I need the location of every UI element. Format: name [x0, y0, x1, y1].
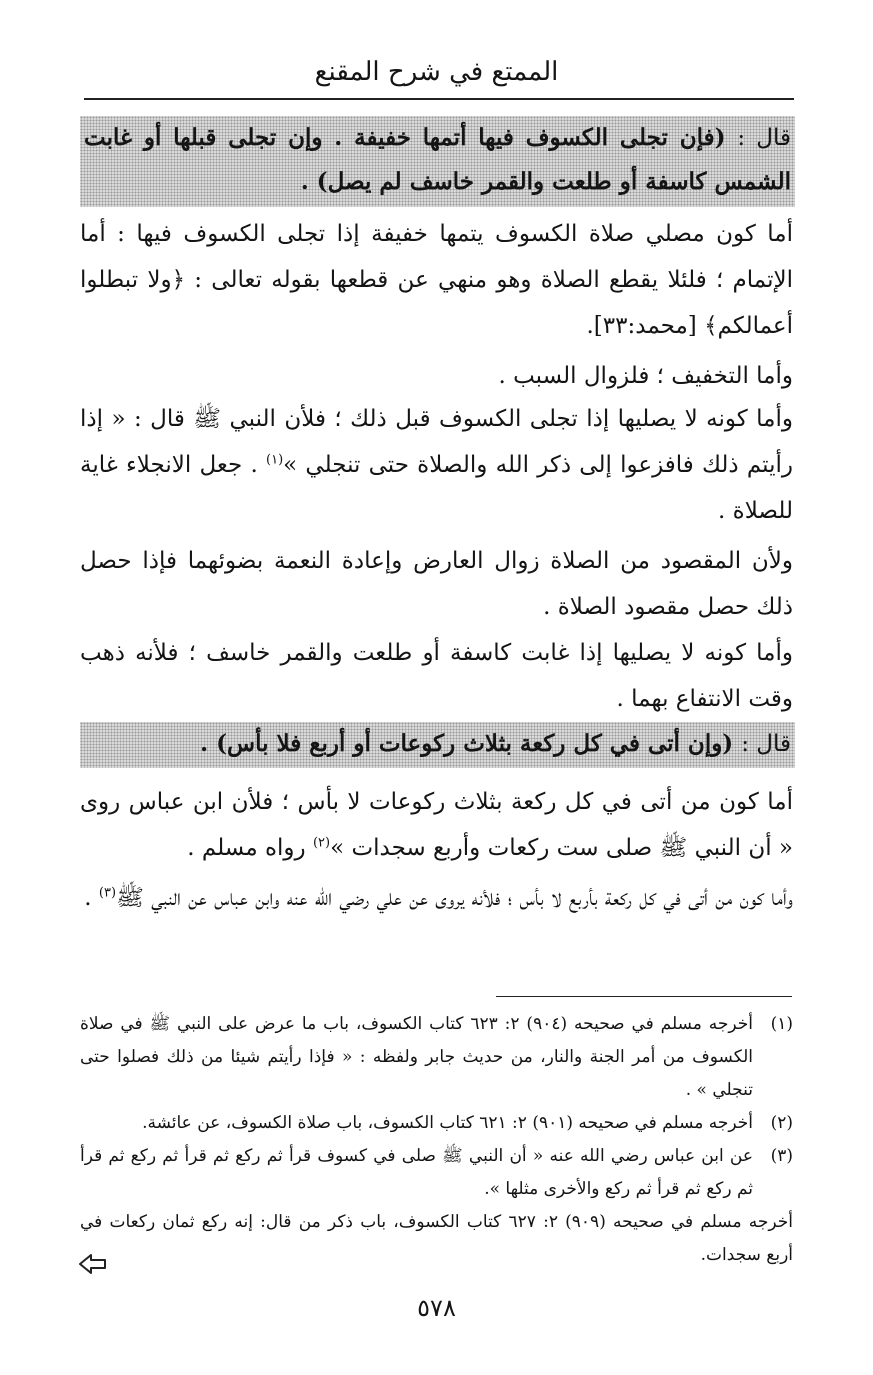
- paragraph-text: وأما كون من أتى في كل ركعة بأربع لا بأس ؛ فلأنه يروى عن علي رضي الله عنه وابن عباس عن النبي ﷺ: [116, 885, 793, 911]
- paragraph: [80, 779, 793, 871]
- matn-quote-1: [80, 116, 795, 207]
- quote-text: (فإن تجلى الكسوف فيها أتمها خفيفة . وإن تجلى قبلها أو غابت الشمس كاسفة أو طلعت والقمر خاسف لم يصل) .: [84, 124, 791, 195]
- paragraph: [80, 875, 793, 921]
- quote-label: قال :: [741, 731, 791, 757]
- arrow-left-icon[interactable]: [78, 1252, 108, 1276]
- footnote-number: (٣): [770, 1146, 793, 1166]
- paragraph: ولأن المقصود من الصلاة زوال العارض وإعادة النعمة بضوئهما فإذا حصل ذلك حصل مقصود الصلاة .: [80, 548, 793, 620]
- quote-text: (وإن أتى في كل ركعة بثلاث ركوعات أو أربع فلا بأس) .: [200, 730, 734, 757]
- footnote-number: (٢): [770, 1113, 793, 1133]
- footnote-text: أخرجه مسلم في صحيحه (٩٠١) ٢: ٦٢١ كتاب الكسوف، باب صلاة الكسوف، عن عائشة.: [142, 1113, 753, 1133]
- paragraph-text: وأما كونه لا يصليها إذا تجلى الكسوف قبل ذلك ؛ فلأن النبي ﷺ قال : « إذا رأيتم ذلك فافزعوا إلى ذكر الله والصلاة حتى تنجلي »: [80, 406, 793, 478]
- footnote-text: أخرجه مسلم في صحيحه (٩٠٤) ٢: ٦٢٣ كتاب الكسوف، باب ما عرض على النبي ﷺ في صلاة الكسوف من أمر الجنة والنار، من حديث جابر ولفظه : « فإذا رأيتم شيئا من ذلك فصلوا حتى تنجلي » .: [80, 1014, 753, 1100]
- paragraph: [80, 396, 793, 534]
- footnote-text: أخرجه مسلم في صحيحه (٩٠٩) ٢: ٦٢٧ كتاب الكسوف، باب ذكر من قال: إنه ركع ثمان ركعات في أربع سجدات.: [80, 1212, 794, 1265]
- paragraph: أما كون مصلي صلاة الكسوف يتمها خفيفة إذا تجلى الكسوف فيها : أما الإتمام ؛ فلئلا يقطع الصلاة وهو منهي عن قطعها بقوله تعالى : ﴿ولا تبطلوا أعمالكم﴾ [محمد:٣٣].: [80, 221, 793, 339]
- matn-quote-2: [80, 722, 795, 768]
- footnote-ref-1[interactable]: (١): [266, 452, 284, 468]
- footnote-number: (١): [770, 1014, 793, 1034]
- quote-label: قال :: [737, 125, 791, 151]
- footnotes: [80, 1008, 793, 1272]
- footnote-text: عن ابن عباس رضي الله عنه « أن النبي ﷺ صلى في كسوف قرأ ثم ركع ثم قرأ ثم ركع ثم قرأ ثم ركع ثم قرأ ثم ركع والأخرى مثلها ».: [80, 1146, 753, 1199]
- footnote-3-continued: [80, 1206, 793, 1272]
- page-number: ٥٧٨: [417, 1294, 456, 1322]
- footnote-ref-3[interactable]: (٣): [98, 885, 117, 901]
- paragraph: وأما كونه لا يصليها إذا غابت كاسفة أو طلعت والقمر خاسف ؛ فلأنه ذهب وقت الانتفاع بهما .: [80, 640, 793, 712]
- footnote-ref-2[interactable]: (٢): [312, 835, 331, 851]
- running-header: الممتع في شرح المقنع: [314, 57, 559, 87]
- paragraph-text: .: [84, 885, 99, 911]
- paragraph-text: أما كون من أتى في كل ركعة بثلاث ركوعات لا بأس ؛ فلأن ابن عباس روى « أن النبي ﷺ صلى ست ركعات وأربع سجدات »: [80, 789, 793, 861]
- paragraph: وأما التخفيف ؛ فلزوال السبب .: [498, 363, 793, 389]
- footnote-separator: [496, 996, 792, 997]
- paragraph-text: . جعل الانجلاء غاية للصلاة .: [80, 452, 793, 524]
- footnote-2: [80, 1107, 793, 1140]
- footnote-3: [80, 1140, 793, 1206]
- paragraph-text: رواه مسلم .: [187, 835, 313, 861]
- footnote-1: [80, 1008, 793, 1107]
- header-rule: [84, 98, 794, 100]
